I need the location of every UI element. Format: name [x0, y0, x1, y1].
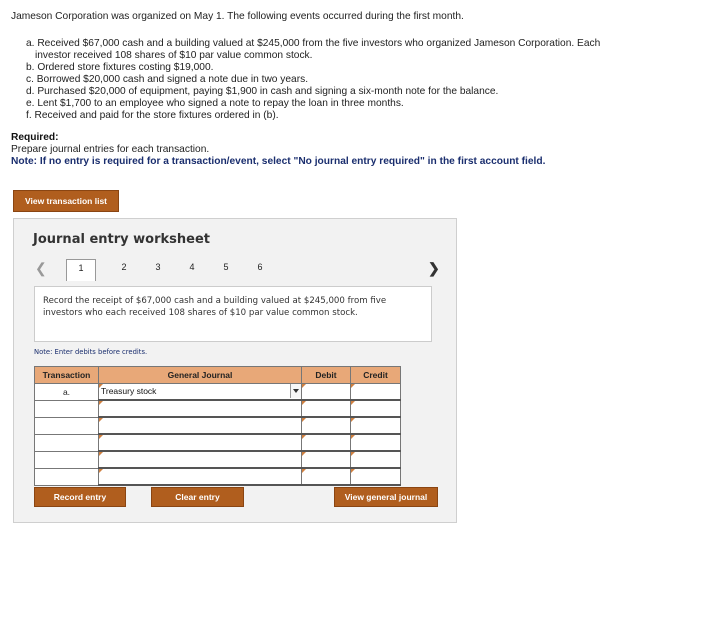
required-heading: Required:	[11, 132, 59, 143]
page-tab-2[interactable]: 2	[121, 262, 127, 272]
header-general-journal: General Journal	[99, 367, 302, 384]
instruction-note: Note: If no entry is required for a transaction/event, select "No journal entry required" in the first account field.	[11, 156, 546, 167]
transaction-cell: a.	[35, 384, 99, 401]
account-select[interactable]	[99, 451, 302, 468]
event-e: e. Lent $1,700 to an employee who signed a note to repay the loan in three months.	[26, 98, 404, 109]
header-credit: Credit	[351, 367, 401, 384]
account-select[interactable]	[99, 384, 302, 401]
debit-input[interactable]	[302, 400, 351, 417]
journal-row	[35, 434, 401, 451]
account-select[interactable]	[99, 400, 302, 417]
page-tab-3[interactable]: 3	[155, 262, 161, 272]
journal-row	[35, 384, 401, 401]
view-transaction-list-button[interactable]: View transaction list	[13, 190, 119, 212]
account-select[interactable]	[99, 468, 302, 485]
required-text: Prepare journal entries for each transaction.	[11, 144, 210, 155]
page-tab-4[interactable]: 4	[189, 262, 195, 272]
event-a-continued: investor received 108 shares of $10 par value common stock.	[35, 50, 313, 61]
event-c: c. Borrowed $20,000 cash and signed a note due in two years.	[26, 74, 309, 85]
next-page-icon[interactable]: ❯	[428, 260, 440, 276]
header-transaction: Transaction	[35, 367, 99, 384]
account-select[interactable]	[99, 417, 302, 434]
event-list	[26, 38, 626, 122]
credit-input[interactable]	[351, 434, 401, 451]
clear-entry-button[interactable]: Clear entry	[151, 487, 244, 507]
journal-row	[35, 400, 401, 417]
event-d: d. Purchased $20,000 of equipment, paying $1,900 in cash and signing a six-month note for the balance.	[26, 86, 499, 97]
credit-input[interactable]	[351, 400, 401, 417]
view-general-journal-button[interactable]: View general journal	[334, 487, 438, 507]
credit-input[interactable]	[351, 417, 401, 434]
problem-intro: Jameson Corporation was organized on May 1. The following events occurred during the first month.	[11, 11, 464, 22]
record-entry-button[interactable]: Record entry	[34, 487, 126, 507]
debit-input[interactable]	[302, 417, 351, 434]
debit-input[interactable]	[302, 434, 351, 451]
transaction-description: Record the receipt of $67,000 cash and a building valued at $245,000 from five investors who each received 108 shares of $10 par value common stock.	[34, 286, 432, 342]
credit-input[interactable]	[351, 384, 401, 401]
account-value: Treasury stock	[101, 386, 157, 396]
debit-input[interactable]	[302, 468, 351, 485]
debit-input[interactable]	[302, 384, 351, 401]
transaction-cell	[35, 434, 99, 451]
page-tab-1[interactable]: 1	[66, 259, 96, 281]
credit-input[interactable]	[351, 468, 401, 485]
header-debit: Debit	[302, 367, 351, 384]
previous-page-icon[interactable]: ❮	[35, 260, 47, 276]
journal-row	[35, 451, 401, 468]
dropdown-arrow-icon[interactable]	[290, 384, 301, 398]
debit-input[interactable]	[302, 451, 351, 468]
event-b: b. Ordered store fixtures costing $19,000.	[26, 62, 214, 73]
account-select[interactable]	[99, 434, 302, 451]
journal-entry-worksheet	[13, 218, 457, 523]
journal-row	[35, 468, 401, 485]
debits-before-credits-note: Note: Enter debits before credits.	[34, 348, 148, 356]
event-f: f. Received and paid for the store fixtures ordered in (b).	[26, 110, 279, 121]
event-a: a. Received $67,000 cash and a building valued at $245,000 from the five investors who organized Jameson Corporation. Each	[26, 38, 601, 49]
page-tab-6[interactable]: 6	[257, 262, 263, 272]
general-journal-table	[34, 366, 401, 486]
credit-input[interactable]	[351, 451, 401, 468]
worksheet-pager	[14, 259, 458, 281]
journal-row	[35, 417, 401, 434]
transaction-cell	[35, 468, 99, 485]
transaction-cell	[35, 451, 99, 468]
worksheet-title: Journal entry worksheet	[33, 232, 210, 247]
page-tab-5[interactable]: 5	[223, 262, 229, 272]
transaction-cell	[35, 417, 99, 434]
transaction-cell	[35, 400, 99, 417]
